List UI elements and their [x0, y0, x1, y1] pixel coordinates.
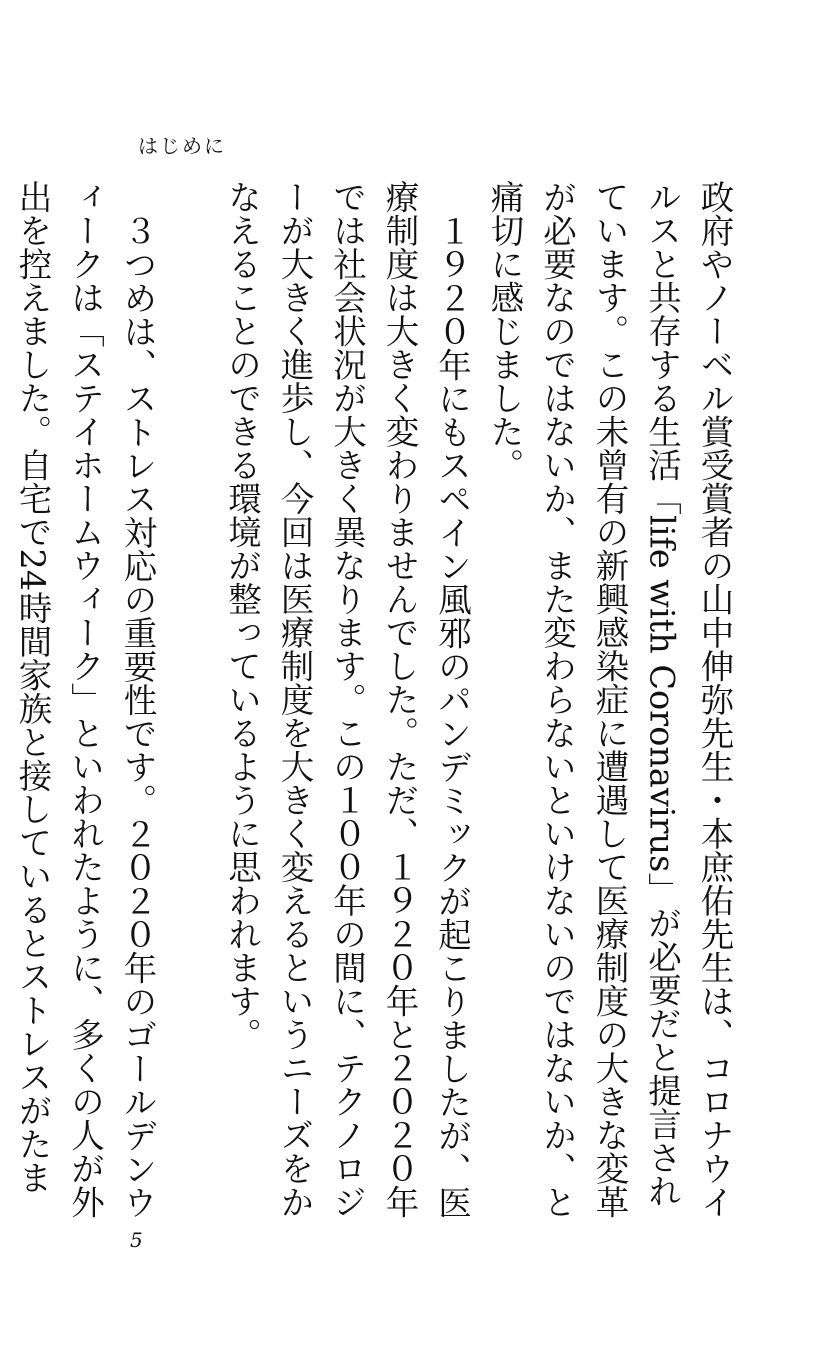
body-text	[13, 180, 740, 1230]
paragraph-2: １９２０年にもスペイン風邪のパンデミックが起こりましたが、医療制度は大きく変わりませんでした。ただ、１９２０年と２０２０年では社会状況が大きく異なります。この１００年の間に、テクノロジーが大きく進歩し、今回は医療制度を大きく変えるというニーズをかなえることのできる環境が整っているように思われます。	[222, 180, 472, 1219]
page-number: 5	[130, 1228, 143, 1252]
paragraph-1: 政府やノーベル賞受賞者の山中伸弥先生・本庶佑先生は、コロナウイルスと共存する生活「life with Coronavirus」が必要だと提言されています。この未曾有の新興感染症に遭遇して医療制度の大きな変革が必要なのではないか、また変わらないといけないのではないか、と痛切に感じました。	[485, 180, 734, 1219]
running-head: はじめに	[138, 134, 226, 158]
paragraph-3: ３つめは、ストレス対応の重要性です。２０２０年のゴールデンウィークは「ステイホームウィーク」といわれたように、多くの人が外出を控えました。自宅で24時間家族と接しているとストレスがたま	[13, 180, 157, 1219]
paragraph-break	[163, 180, 215, 1230]
